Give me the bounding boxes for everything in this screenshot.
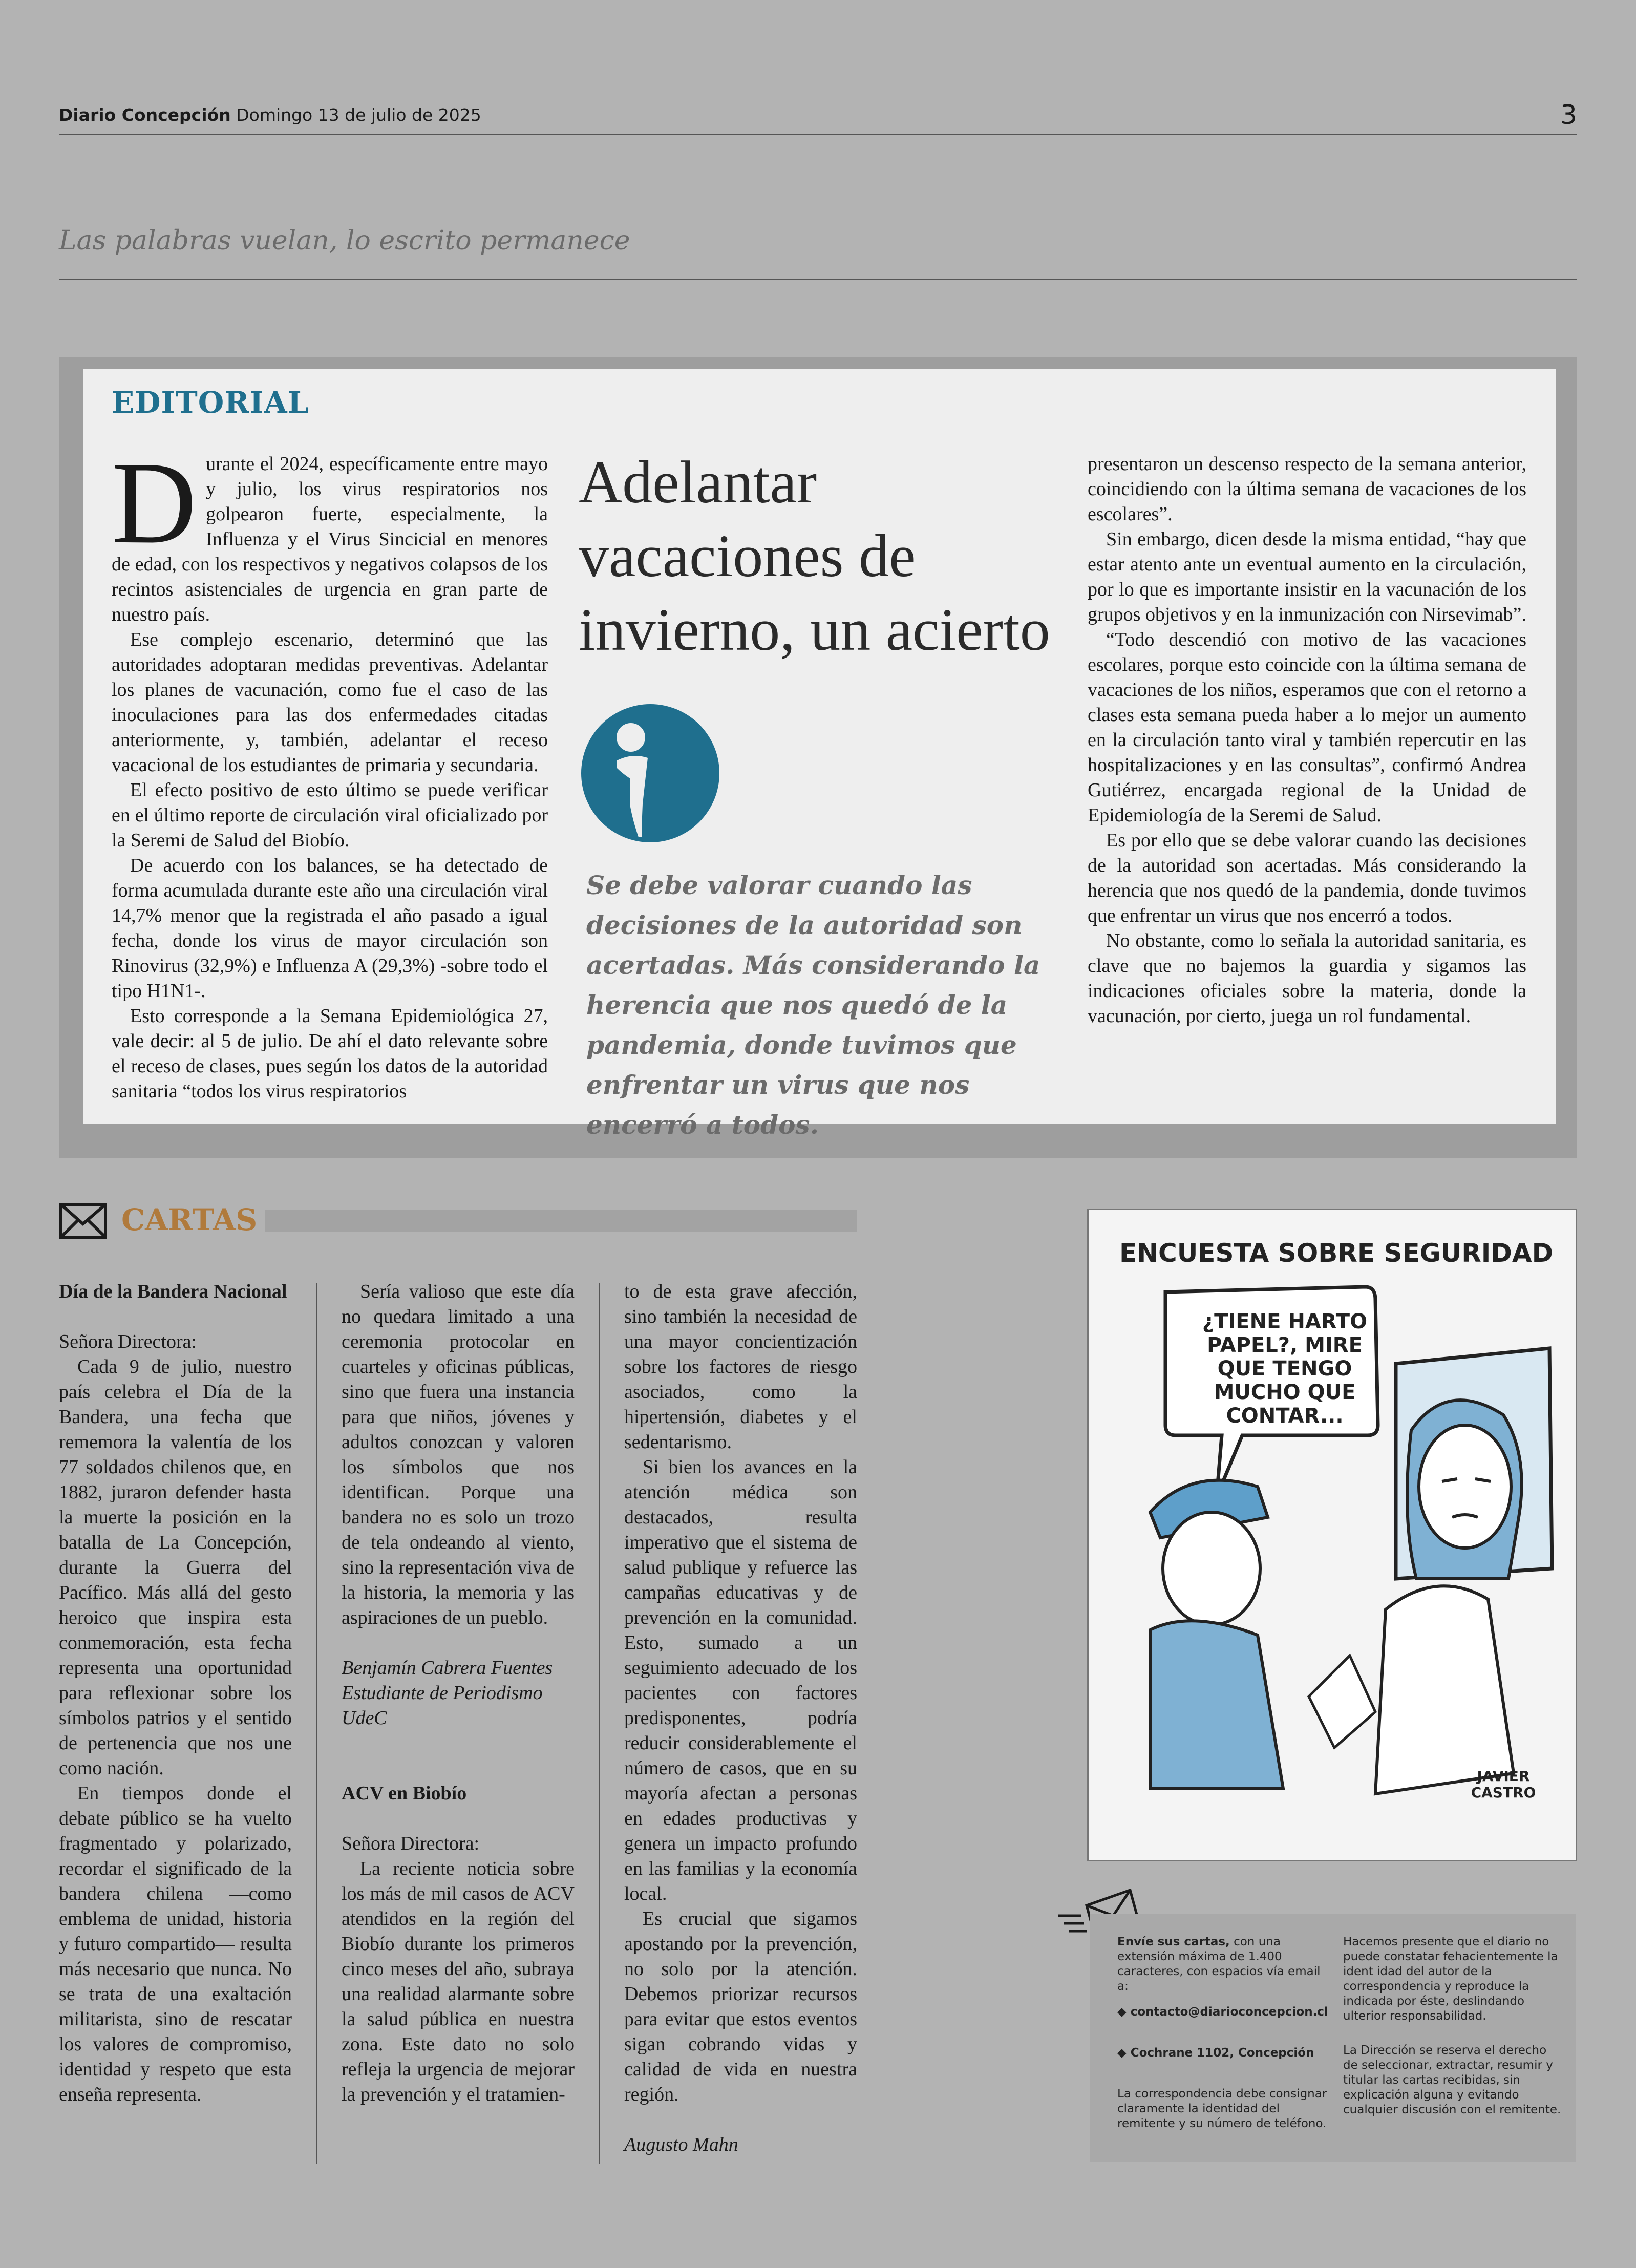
- tagline-rule: [59, 279, 1577, 280]
- cartoon-speech-bubble: ¿TIENE HARTO PAPEL?, MIRE QUE TENGO MUCHO QUE CONTAR...: [1202, 1310, 1368, 1428]
- contact-email[interactable]: [1117, 2005, 1332, 2020]
- letter-title: ACV en Biobío: [342, 1783, 467, 1804]
- cartoon-artist-signature: JAVIER CASTRO: [1471, 1768, 1536, 1801]
- letter-paragraph: Cada 9 de julio, nuestro país celebra el Día de la Bandera, una fecha que rememora la valentía de los 77 soldados chilenos que, en 1882, juraron defender hasta la muerte la posición en la batalla de La Concepción, durante la Guerra del Pacífico. Más allá del gesto heroico que inspira esta conmemoración, esta fecha representa una oportunidad para reflexionar sobre los símbolos patrios y el sentido de pertenencia que nos une como nación.: [59, 1356, 292, 1779]
- diamond-bullet-icon: ◆: [1117, 2005, 1127, 2019]
- letter-salutation: Señora Directora:: [59, 1331, 197, 1352]
- cartoon-panel: [1087, 1209, 1577, 1861]
- editorial-column-3: [1088, 452, 1526, 1029]
- editorial-pull-quote: Se debe valorar cuando las decisiones de la autoridad son acertadas. Más considerando la herencia que nos quedó de la pandemia, donde tuvimos que enfrentar un virus que nos encerró a todos.: [586, 870, 1040, 1140]
- newspaper-name: Diario Concepción: [59, 105, 231, 125]
- editorial-paragraph: Esto corresponde a la Semana Epidemiológica 27, vale decir: al 5 de julio. De ahí el dato relevante sobre el receso de clases, pues según los datos de la autoridad sanitaria “todos los virus respiratorios: [112, 1005, 548, 1102]
- editorial-paragraph: El efecto positivo de esto último se puede verificar en el último reporte de circulación viral oficializado por la Seremi de Salud del Biobío.: [112, 779, 548, 851]
- header-rule: [59, 134, 1577, 135]
- contact-note-right-2: La Dirección se reserva el derecho de seleccionar, extractar, resumir y titular las cartas recibidas, sin explicación alguna y evitando cualquier discusión con el remitente.: [1343, 2044, 1561, 2116]
- column-divider: [599, 1283, 600, 2164]
- envelope-icon: [59, 1202, 108, 1239]
- letter-salutation: Señora Directora:: [342, 1833, 480, 1854]
- editorial-title: EDITORIAL: [112, 385, 309, 420]
- letter-paragraph: La reciente noticia sobre los más de mil casos de ACV atendidos en la región del Biobío durante los primeros cinco meses del año, subraya una realidad alarmante sobre la salud pública en nuestra zona. Este dato no solo refleja la urgencia de mejorar la prevención y el tratamien-: [342, 1858, 575, 2105]
- editorial-paragraph: presentaron un descenso respecto de la semana anterior, coincidiendo con la última semana de vacaciones de los escolares”.: [1088, 453, 1526, 525]
- letter-signature-org: UdeC: [342, 1707, 387, 1729]
- diamond-bullet-icon: ◆: [1117, 2046, 1127, 2060]
- editorial-column-1: [112, 437, 548, 1104]
- contact-note-left: La correspondencia debe consignar claramente la identidad del remitente y su número de teléfono.: [1117, 2087, 1327, 2130]
- letter-paragraph: En tiempos donde el debate público se ha vuelto fragmentado y polarizado, recordar el significado de la bandera chilena —como emblema de unidad, historia y futuro compartido— resulta más necesario que nunca. No se trata de una exaltación militarista, sino de rescatar los valores de compromiso, identidad y respeto que esta enseña representa.: [59, 1783, 292, 2105]
- editorial-headline: Adelantar vacaciones de invierno, un acierto: [579, 449, 1050, 663]
- masthead: [59, 105, 481, 125]
- section-tagline: Las palabras vuelan, lo escrito permanece: [59, 225, 630, 256]
- letter-signature-name: Augusto Mahn: [624, 2134, 738, 2155]
- cartas-title: CARTAS: [121, 1202, 258, 1237]
- info-logo-icon: [581, 702, 719, 845]
- contact-address: [1117, 2046, 1332, 2061]
- contact-instructions: [1117, 1935, 1332, 1994]
- letter-paragraph: to de esta grave afección, sino también la necesidad de una mayor concientización sobre los factores de riesgo asociados, como la hipertensión, diabetes y el sedentarismo.: [624, 1281, 857, 1453]
- letter-paragraph: Si bien los avances en la atención médica son destacados, resulta imperativo que el sistema de salud publique y refuerce las campañas educativas y de prevención en la comunidad. Esto, sumado a un seguimiento adecuado de los pacientes con factores predisponentes, podría reducir considerablemente el número de casos, que en su mayoría afectan a personas en edades productivas y genera un impacto profundo en las familias y la economía local.: [624, 1456, 857, 1904]
- editorial-paragraph: Es por ello que se debe valorar cuando las decisiones de la autoridad son acertadas. Más considerando la herencia que nos quedó de la pandemia, donde tuvimos que enfrentar un virus que nos encerró a todos.: [1088, 830, 1526, 926]
- cartoon-title: ENCUESTA SOBRE SEGURIDAD: [1119, 1238, 1554, 1268]
- editorial-paragraph: No obstante, como lo señala la autoridad sanitaria, es clave que no bajemos la guardia y sigamos las indicaciones oficiales sobre la materia, donde la vacunación, por cierto, juega un rol fundamental.: [1088, 930, 1526, 1027]
- letters-column-3: [624, 1279, 857, 2157]
- letters-column-1: [59, 1279, 292, 2107]
- column-divider: [316, 1283, 317, 2164]
- contact-email-address[interactable]: contacto@diarioconcepcion.cl: [1130, 2005, 1328, 2019]
- contact-intro-text: con una extensión máxima de 1.400 caracteres, con espacios vía email a:: [1117, 1935, 1321, 1993]
- contact-address-text: Cochrane 1102, Concepción: [1130, 2046, 1314, 2060]
- cartoon-drawing: [1089, 1210, 1576, 1860]
- letter-signature-role: Estudiante de Periodismo: [342, 1682, 543, 1704]
- editorial-paragraph: Sin embargo, dicen desde la misma entidad, “hay que estar atento ante un eventual aumento en la circulación, por lo que es importante insistir en la vacunación de los grupos objetivos y en la inmunización con Nirsevimab”.: [1088, 528, 1526, 625]
- page-number: 3: [1560, 100, 1577, 131]
- contact-intro-bold: Envíe sus cartas,: [1117, 1935, 1230, 1948]
- contact-note-right-1: Hacemos presente que el diario no puede constatar fehacientemente la ident idad del autor de la correspondencia y reproduce la indicada por éste, deslindando ulterior responsabilidad.: [1343, 1935, 1558, 2023]
- editorial-paragraph: De acuerdo con los balances, se ha detectado de forma acumulada durante este año una circulación viral 14,7% menor que la registrada el año pasado a igual fecha, donde los virus de mayor circulación son Rinovirus (32,9%) e Influenza A (29,3%) -sobre todo el tipo H1N1-.: [112, 855, 548, 1002]
- issue-date: Domingo 13 de julio de 2025: [236, 105, 481, 125]
- letter-paragraph: Sería valioso que este día no quedara limitado a una ceremonia protocolar en cuarteles y oficinas públicas, sino que fuera una instancia para que niños, jóvenes y adultos conozcan y valoren los símbolos que nos identifican. Porque una bandera no es solo un trozo de tela ondeando al viento, sino la representación viva de la historia, la memoria y las aspiraciones de un pueblo.: [342, 1281, 575, 1628]
- editorial-paragraph: “Todo descendió con motivo de las vacaciones escolares, porque esto coincide con la última semana de vacaciones de los niños, esperamos que con el retorno a clases esta semana pueda haber a lo mejor un aumento en la circulación tanto viral y también repercutir en las hospitalizaciones y en las consultas”, confirmó Andrea Gutiérrez, encargada regional de la Unidad de Epidemiología de la Seremi de Salud.: [1088, 629, 1526, 826]
- letters-column-2: [342, 1279, 575, 2107]
- letter-signature-name: Benjamín Cabrera Fuentes: [342, 1657, 553, 1679]
- cartas-header-bar: [265, 1210, 857, 1232]
- editorial-paragraph: urante el 2024, específicamente entre mayo y julio, los virus respiratorios nos golpearon fuerte, especialmente, la Influenza y el Virus Sincicial en menores de edad, con los respectivos y negativos colapsos de los recintos asistenciales de urgencia en gran parte de nuestro país.: [112, 453, 548, 625]
- letter-title: Día de la Bandera Nacional: [59, 1281, 287, 1302]
- editorial-paragraph: Ese complejo escenario, determinó que las autoridades adoptaran medidas preventivas. Adelantar los planes de vacunación, como fue el caso de las inoculaciones para las dos enfermedades citadas anteriormente, y, también, adelantar el receso vacacional de los estudiantes de primaria y secundaria.: [112, 629, 548, 776]
- letter-paragraph: Es crucial que sigamos apostando por la prevención, no solo por la atención. Debemos priorizar recursos para evitar que estos eventos sigan cobrando vidas y calidad de vida en nuestra región.: [624, 1908, 857, 2105]
- drop-cap: D: [112, 437, 197, 568]
